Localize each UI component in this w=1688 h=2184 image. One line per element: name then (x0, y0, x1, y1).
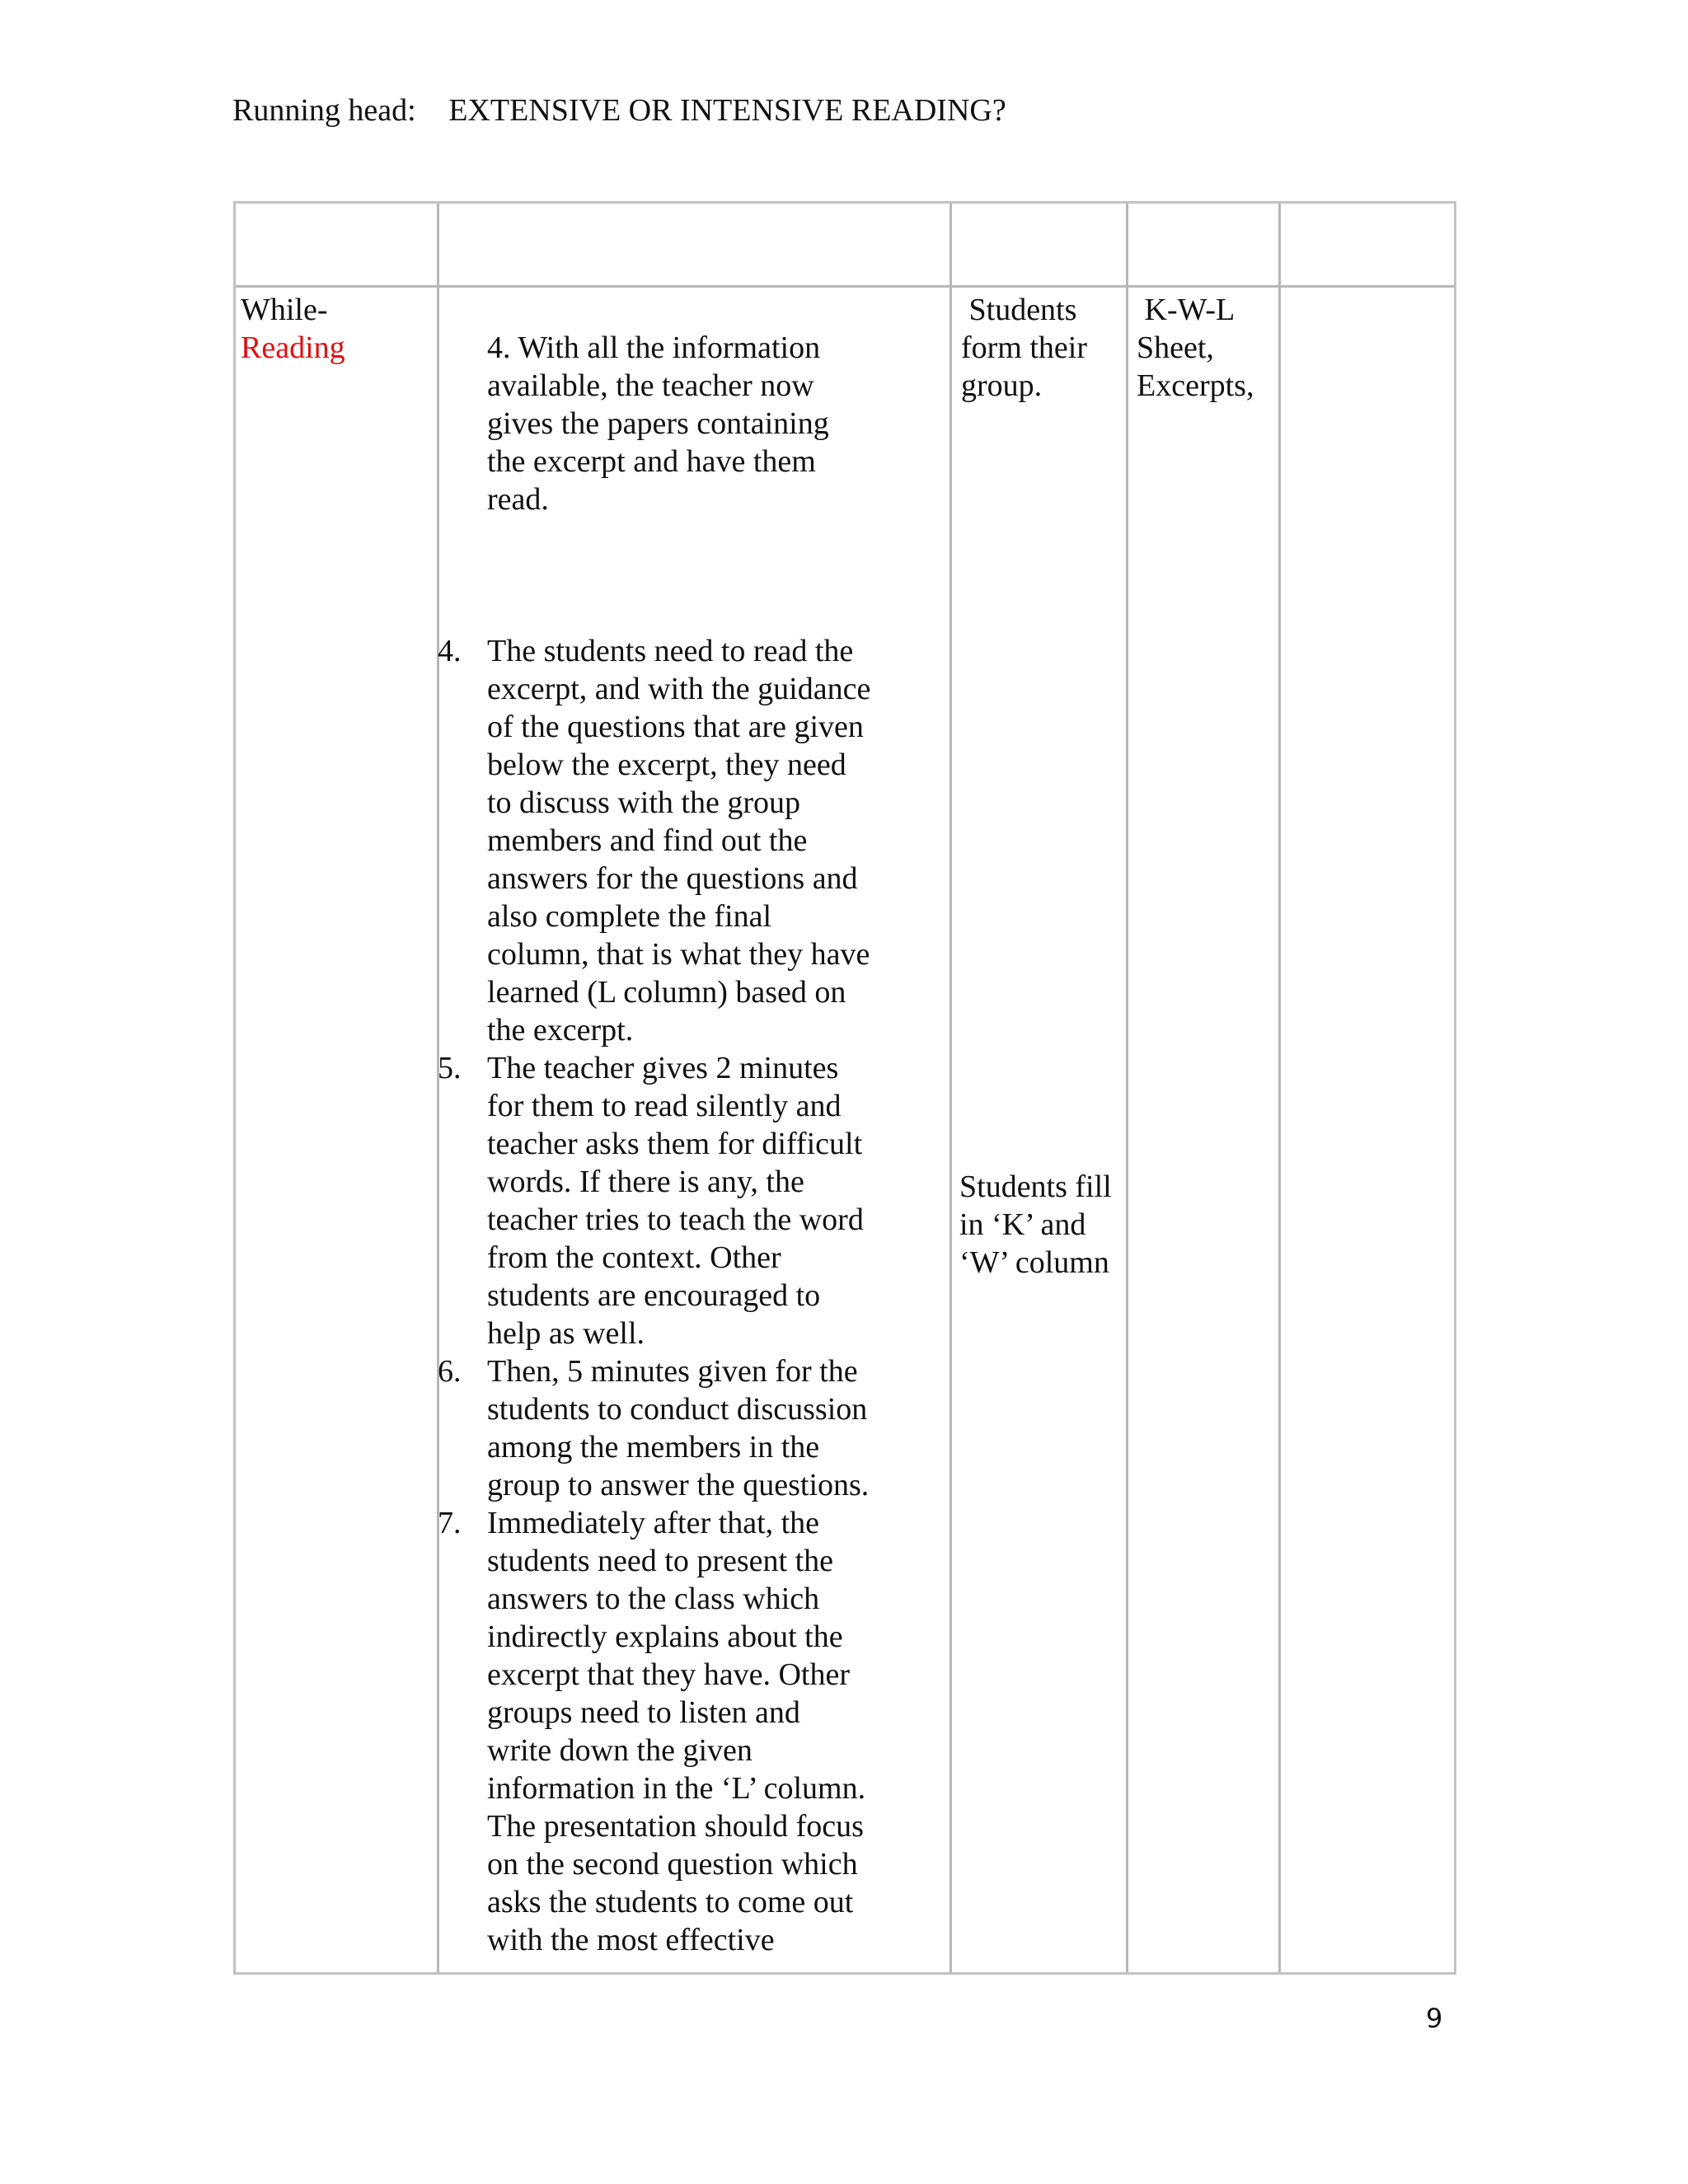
students-activity-fill (959, 1168, 1112, 1282)
column-divider (1126, 204, 1128, 1972)
step-line: information in the ‘L’ column. (487, 1771, 866, 1806)
step-line: teacher asks them for difficult (487, 1127, 863, 1161)
intro-line: gives the papers containing (487, 406, 829, 441)
materials-line: K-W-L (1137, 293, 1236, 327)
students-line: Students fill (959, 1169, 1112, 1204)
lesson-plan-table (233, 201, 1456, 1975)
step-line: column, that is what they have (487, 937, 870, 972)
step-line: members and find out the (487, 823, 808, 858)
step-line: of the questions that are given (487, 710, 864, 744)
step-line: on the second question which (487, 1847, 858, 1882)
step-item (438, 1352, 870, 1504)
step-line: from the context. Other (487, 1240, 781, 1275)
column-divider (1278, 204, 1281, 1972)
step-line: with the most effective (487, 1923, 775, 1957)
row-divider (236, 285, 1454, 288)
step-line: The presentation should focus (487, 1809, 864, 1844)
step-number: 7. (438, 1506, 462, 1540)
intro-line: available, the teacher now (487, 368, 814, 403)
phase-cell (241, 291, 345, 367)
step-line: groups need to listen and (487, 1695, 800, 1730)
step-line: students to conduct discussion (487, 1392, 868, 1427)
running-head-title: EXTENSIVE OR INTENSIVE READING? (448, 93, 1006, 128)
page-number: 9 (1426, 2003, 1443, 2034)
phase-line-1: While- (241, 293, 328, 327)
step-number: 6. (438, 1354, 462, 1389)
step-item (438, 1049, 870, 1352)
step-line: asks the students to come out (487, 1885, 854, 1919)
intro-step (487, 329, 829, 518)
step-line: below the excerpt, they need (487, 748, 846, 782)
students-line: form their (961, 330, 1088, 365)
step-line: write down the given (487, 1733, 753, 1768)
step-line: words. If there is any, the (487, 1165, 804, 1199)
students-line: group. (961, 368, 1043, 403)
intro-line: read. (487, 482, 549, 517)
step-line: group to answer the questions. (487, 1468, 870, 1502)
step-line: answers for the questions and (487, 861, 858, 896)
step-line: indirectly explains about the (487, 1619, 843, 1654)
step-line: learned (L column) based on (487, 975, 846, 1010)
running-head-label: Running head: (232, 93, 416, 128)
step-line: answers to the class which (487, 1582, 820, 1616)
column-divider (950, 204, 952, 1972)
materials-cell (1137, 291, 1254, 405)
step-line: teacher tries to teach the word (487, 1202, 864, 1237)
intro-line: the excerpt and have them (487, 444, 816, 479)
step-line: Then, 5 minutes given for the (487, 1354, 858, 1389)
step-item (438, 632, 871, 1049)
step-number: 5. (438, 1051, 462, 1085)
step-line: students need to present the (487, 1544, 834, 1578)
intro-line: 4. With all the information (487, 330, 821, 365)
phase-line-2: Reading (241, 330, 345, 365)
numbered-steps (438, 632, 871, 1959)
step-line: help as well. (487, 1316, 645, 1351)
step-line: also complete the final (487, 899, 772, 934)
students-activity-group (961, 291, 1087, 405)
step-line: The teacher gives 2 minutes (487, 1051, 839, 1085)
step-line: The students need to read the (487, 634, 854, 668)
step-line: to discuss with the group (487, 785, 800, 820)
step-number: 4. (438, 634, 462, 668)
step-line: Immediately after that, the (487, 1506, 820, 1540)
materials-line: Excerpts, (1137, 368, 1254, 403)
running-head (232, 92, 1006, 129)
step-line: the excerpt. (487, 1013, 634, 1047)
column-divider (437, 204, 439, 1972)
materials-line: Sheet, (1137, 330, 1214, 365)
step-line: for them to read silently and (487, 1089, 842, 1123)
step-line: among the members in the (487, 1430, 820, 1465)
step-line: students are encouraged to (487, 1278, 821, 1313)
students-line: in ‘K’ and (959, 1207, 1086, 1242)
step-item (438, 1504, 870, 1959)
step-line: excerpt, and with the guidance (487, 672, 871, 706)
students-line: ‘W’ column (959, 1245, 1109, 1280)
students-line: Students (961, 293, 1077, 327)
step-line: excerpt that they have. Other (487, 1657, 850, 1692)
